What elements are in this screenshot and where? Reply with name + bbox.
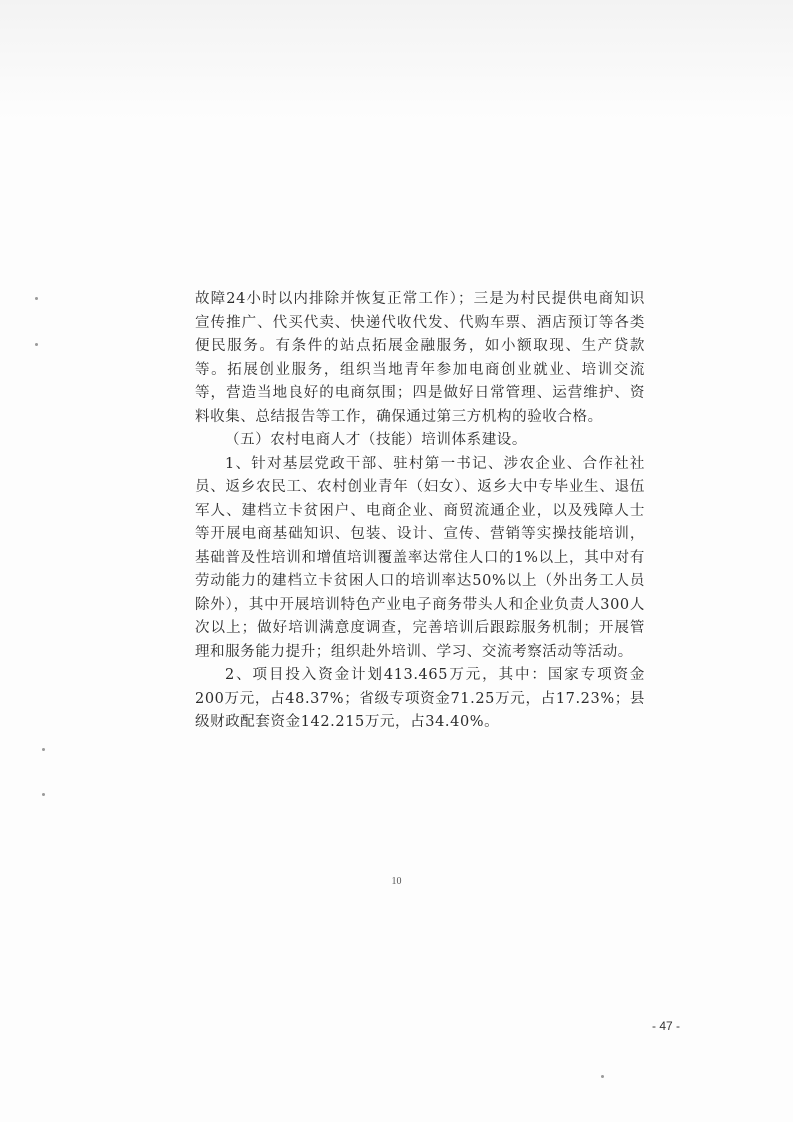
scan-speck: [35, 343, 38, 346]
page-number: 10: [391, 876, 402, 887]
scan-speck: [42, 748, 45, 751]
training-paragraph: 1、针对基层党政干部、驻村第一书记、涉农企业、合作社社员、返乡农民工、农村创业青年（妇女）、返乡大中专毕业生、退伍军人、建档立卡贫困户、电商企业、商贸流通企业，以及残障人士等开展电商基础知识、包装、设计、宣传、营销等实操技能培训，基础普及性培训和增值培训覆盖率达常住人口的1%以上，其中对有劳动能力的建档立卡贫困人口的培训率达50%以上（外出务工人员除外），其中开展培训特色产业电子商务带头人和企业负责人300人次以上；做好培训满意度调查，完善培训后跟踪服务机制；开展管理和服务能力提升；组织赴外培训、学习、交流考察活动等活动。: [195, 455, 645, 660]
scan-speck: [601, 1075, 604, 1078]
scan-shadow: [0, 0, 793, 120]
scan-speck: [35, 297, 38, 300]
document-page-number: - 47 -: [652, 1019, 681, 1033]
section-heading: （五）农村电商人才（技能）培训体系建设。: [225, 432, 527, 448]
document-body: [195, 288, 645, 735]
scan-speck: [42, 793, 45, 796]
continuation-paragraph: 故障24小时以内排除并恢复正常工作）；三是为村民提供电商知识宣传推广、代买代卖、快递代收代发、代购车票、酒店预订等各类便民服务。有条件的站点拓展金融服务，如小额取现、生产贷款等。拓展创业服务，组织当地青年参加电商创业就业、培训交流等，营造当地良好的电商氛围；四是做好日常管理、运营维护、资料收集、总结报告等工作，确保通过第三方机构的验收合格。: [195, 291, 645, 425]
funding-paragraph: 2、项目投入资金计划413.465万元，其中：国家专项资金200万元，占48.37%；省级专项资金71.25万元，占17.23%；县级财政配套资金142.215万元，占34.40%。: [195, 667, 645, 730]
